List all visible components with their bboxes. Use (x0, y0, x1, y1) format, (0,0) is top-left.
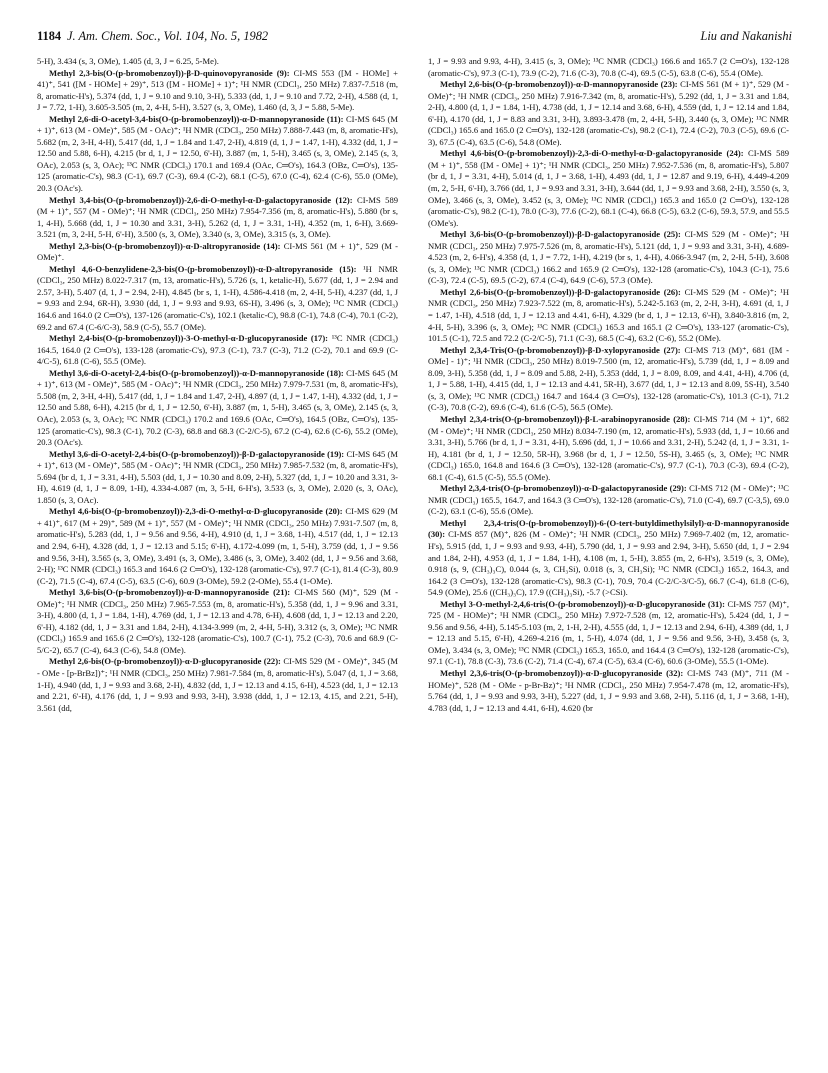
compound-entry (37, 656, 398, 714)
journal-citation: J. Am. Chem. Soc., Vol. 104, No. 5, 1982 (67, 29, 269, 43)
compound-entry (37, 333, 398, 368)
spectral-data: ¹H NMR (CDCl₃, 250 MHz) 8.022-7.317 (m, 13, aromatic-H's), 5.726 (s, 1, ketalic-H), 5.677 (dd, 1, J = 2.94 and 2.57, 3-H), 5.407 (d, 1, J = 2.94, 2-H), 4.845 (br s, 1, 1-H), 4.586-4.418 (m, 2, 4-H, 5-H), 4.237 (dd, 1, J = 9.93 and 2.94, 6R-H), 3.930 (dd, 1, J = 9.93 and 9.93, 6S-H), 3.496 (s, 3, OMe); ¹³C NMR (CDCl₃) 164.6 and 164.0 (2 C═O's), 137-126 (aromatic-C's), 102.1 (ketalic-C), 98.8 (C-1), 74.8 (C-4), 70.1 (C-2), 69.2 and 67.4 (C-6/C-3), 58.9 (C-5), 55.7 (OMe). (37, 263, 398, 332)
compound-title: Methyl 3,6-di-O-acetyl-2,4-bis(O-(p-bromobenzoyl))-β-D-galactopyranoside (19): (49, 448, 345, 459)
compound-title: Methyl 2,3,4-Tris(O-(p-bromobenzoyl))-β-D-xylopyranoside (27): (440, 344, 681, 355)
compound-title: Methyl 2,6-di-O-acetyl-3,4-bis(O-(p-bromobenzoyl))-α-D-mannopyranoside (11): (49, 113, 344, 124)
spectral-data: CI-MS 743 (M)⁺, 711 (M - HOMe)⁺, 528 (M - OMe - p-Br-Bz)⁺; ¹H NMR (CDCl₃, 250 MHz) 7.954-7.478 (m, 12, aromatic-H's), 5.764 (dd, 1, J = 9.93 and 9.93, 3-H), 5.227 (dd, 1, J = 9.93 and 3.68, 2-H), 5.116 (d, 1, J = 3.68, 1-H), 4.783 (dd, 1, J = 12.13 and 4.41, 6-H), 4.620 (br (428, 667, 789, 713)
compound-title: Methyl 4,6-bis(O-(p-bromobenzoyl))-2,3-di-O-methyl-α-D-glucopyranoside (20): (49, 506, 343, 517)
compound-entry (428, 79, 789, 148)
compound-entry (37, 241, 398, 264)
spectral-data: CI-MS 529 (M - OMe)⁺; ¹H NMR (CDCl₃, 250 MHz) 7.923-7.522 (m, 8, aromatic-H's), 5.242-5.163 (m, 2, 2-H, 3-H), 4.691 (d, 1, J = 1.47, 1-H), 4.518 (dd, 1, J = 12.13 and 4.41, 6-H), 4.329 (br d, 1, J = 12.13, 6'-H), 3.840-3.816 (m, 2, 4-H, 5-H), 3.396 (s, 3, OMe); ¹³C NMR (CDCl₃) 165.3 and 165.1 (2 C═O's), 133-127 (aromatic-C's), 101.5 (C-1), 72.5 and 72.2 (C-2/C-5), 71.1 (C-3), 68.5 (C-4), 63.2 (C-6), 55.2 (OMe). (428, 286, 789, 344)
spectral-data: CI-MS 645 (M + 1)⁺, 613 (M - OMe)⁺, 585 (M - OAc)⁺; ¹H NMR (CDCl₃, 250 MHz) 7.985-7.532 (m, 8, aromatic-H's), 5.694 (br d, 1, J = 3.31, 4-H), 5.503 (dd, 1, J = 10.30 and 8.09, 2-H), 5.327 (dd, 1, J = 10.20 and 3.31, 3-H), 4.619 (d, 1, J = 8.09, 1-H), 4.334-4.087 (m, 3, 5-H, 6-H's), 3.533 (s, 3, OMe), 2.020 (s, 3, OAc), 1.850 (s, 3, OAc). (37, 448, 398, 505)
compound-title: Methyl 3,6-bis(O-(p-bromobenzoyl))-α-D-mannopyranoside (21): (49, 587, 291, 598)
running-header (37, 28, 792, 44)
compound-entry (428, 414, 789, 483)
compound-entry (428, 518, 789, 599)
compound-entry (37, 506, 398, 587)
compound-title: Methyl 2,6-bis(O-(p-bromobenzoyl))-β-D-galactopyranoside (26): (440, 286, 681, 297)
compound-title: Methyl 3-O-methyl-2,4,6-tris(O-(p-bromobenzoyl))-α-D-glucopyranoside (31): (440, 598, 725, 609)
compound-title: Methyl 2,3-bis(O-(p-bromobenzoyl))-α-D-altropyranoside (14): (49, 240, 281, 251)
compound-title: Methyl 3,4-bis(O-(p-bromobenzoyl))-2,6-di-O-methyl-α-D-galactopyranoside (12): (49, 194, 353, 205)
compound-entry (37, 587, 398, 656)
spectral-data: CI-MS 560 (M)⁺, 529 (M - OMe)⁺; ¹H NMR (CDCl₃, 250 MHz) 7.965-7.553 (m, 8, aromatic-H's), 5.358 (dd, 1, J = 9.96 and 3.31, 3-H), 4.800 (d, 1, J = 1.84, 1-H), 4.769 (dd, 1, J = 12.13 and 4.78, 6-H), 4.608 (dd, 1, J = 12.13 and 2.20, 6'-H), 4.182 (dd, 1, J = 3.31 and 1.84, 2-H), 4.134-3.999 (m, 2, 4-H, 5-H), 3.312 (s, 3, OMe); ¹³C NMR (CDCl₃) 165.9 and 165.6 (2 C═O's), 132-128 (aromatic-C's), 100.7 (C-1), 75.2 (C-3), 70.6 and 68.9 (C-5/C-2), 65.7 (C-4), 64.3 (C-6), 54.8 (OMe). (37, 587, 398, 655)
compound-title: Methyl 2,3,4-tris(O-(p-bromobenzoyl))-6-(O-tert-butyldimethylsilyl)-α-D-mannopyranoside (30): (428, 517, 789, 540)
spectral-data: CI-MS 553 ([M - HOMe] + 41)⁺, 541 ([M - HOMe] + 29)⁺, 513 ([M - HOMe] + 1)⁺; ¹H NMR (CDCl₃, 250 MHz) 7.837-7.518 (m, 8, aromatic-H's), 5.374 (dd, 1, J = 9.10 and 9.10, 3-H), 5.333 (dd, 1, J = 9.10 and 7.72, 2-H), 4.588 (d, 1, J = 7.72, 1-H), 3.605-3.505 (m, 2, 4-H, 5-H), 3.527 (s, 3, OMe), 1.460 (d, 3, J = 5.88, 5-Me). (37, 67, 398, 113)
spectral-data: ¹³C NMR (CDCl₃) 164.5, 164.0 (2 C═O's), 133-128 (aromatic-C's), 97.3 (C-1), 73.7 (C-3), 71.2 (C-2), 70.1 and 69.9 (C-4/C-5), 61.8 (C-6), 55.5 (OMe). (37, 333, 398, 367)
spectral-data: CI-MS 713 (M)⁺, 681 ([M - OMe] - 1)⁺; ¹H NMR (CDCl₃, 250 MHz) 8.019-7.500 (m, 12, aromatic-H's), 5.739 (dd, 1, J = 8.09 and 8.09, 3-H), 5.358 (dd, 1, J = 8.09 and 5.88, 2-H), 5.353 (ddd, 1, J = 8.09, 8.09, and 4.41, 4-H), 4.706 (d, 1, J = 5.88, 1-H), 4.415 (dd, 1, J = 12.13 and 4.41, 5R-H), 3.677 (dd, 1, J = 12.13 and 8.09, 5S-H), 3.540 (s, 3, OMe); ¹³C NMR (CDCl₃) 164.7 and 164.4 (3 C═O's), 132-128 (aromatic-C's), 101.3 (C-1), 71.2 (C-3), 70.8 (C-2), 69.6 (C-4), 61.6 (C-5), 56.5 (OMe). (428, 344, 789, 413)
compound-entry (37, 195, 398, 241)
spectral-data: CI-MS 529 (M - OMe)⁺; ¹H NMR (CDCl₃, 250 MHz) 7.975-7.526 (m, 8, aromatic-H's), 5.121 (dd, 1, J = 9.93 and 3.31, 3-H), 4.689-4.523 (m, 2, 6-H's), 4.358 (d, 1, J = 7.72, 1-H), 4.219 (br s, 1, 4-H), 4.066-3.947 (m, 2, 2-H, 5-H), 3.608 (s, 3, OMe); ¹³C NMR (CDCl₃) 166.2 and 165.9 (2 C═O's), 132-128 (aromatic-C's), 104.3 (C-1), 75.6 (C-3), 72.4 (C-5), 69.5 (C-2), 67.4 (C-4), 64.9 (C-6), 57.3 (OMe). (428, 229, 789, 286)
compound-entry (428, 148, 789, 229)
spectral-data: CI-MS 757 (M)⁺, 725 (M - HOMe)⁺; ¹H NMR (CDCl₃, 250 MHz) 7.972-7.528 (m, 12, aromatic-H's), 5.424 (dd, 1, J = 9.56 and 9.56, 4-H), 5.145-5.103 (m, 2, 1-H, 2-H), 4.555 (dd, 1, J = 12.13 and 2.94, 6-H), 4.389 (dd, 1, J = 12.13 and 5.15, 6'-H), 4.269-4.216 (m, 1, 5-H), 4.074 (dd, 1, J = 9.56 and 9.56, 3-H), 3.458 (s, 3, OMe), 3.434 (s, 3, OMe); ¹³C NMR (CDCl₃) 165.3, 165.0, and 164.4 (3 C═O's), 132-128 (aromatic-C's), 97.1 (C-1), 78.8 (C-3), 73.6 (C-2), 71.4 (C-4), 67.4 (C-5), 63.4 (C-6), 60.6 (3-OMe), 55.5 (1-OMe). (428, 598, 790, 667)
compound-entry (428, 345, 789, 414)
compound-entry (428, 483, 789, 518)
spectral-data: CI-MS 529 (M - OMe)⁺, 345 (M - OMe - [p-BrBz])⁺; ¹H NMR (CDCl₃, 250 MHz) 7.981-7.584 (m, 8, aromatic-H's), 5.047 (d, 1, J = 3.68, 1-H), 4.940 (dd, 1, J = 9.93 and 3.68, 2-H), 4.832 (dd, 1, J = 12.13 and 4.15, 6-H), 4.523 (dd, 1, J = 12.13 and 2.21, 6'-H), 4.176 (dd, 1, J = 9.93 and 9.93, 3-H), 3.938 (ddd, 1, J = 12.13, 4.15, and 2.21, 5-H), 3.561 (dd, (37, 656, 398, 713)
compound-title: Methyl 2,4-bis(O-(p-bromobenzoyl))-3-O-methyl-α-D-glucopyranoside (17): (49, 333, 329, 344)
compound-title: Methyl 4,6-O-benzylidene-2,3-bis(O-(p-bromobenzoyl))-α-D-altropyranoside (15): (49, 263, 357, 274)
spectral-data: CI-MS 561 (M + 1)⁺, 529 (M - OMe)⁺. (37, 240, 399, 263)
spectral-data: CI-MS 645 (M + 1)⁺, 613 (M - OMe)⁺, 585 (M - OAc)⁺; ¹H NMR (CDCl₃, 250 MHz) 7.888-7.443 (m, 8, aromatic-H's), 5.682 (m, 2, 3-H, 4-H), 5.417 (dd, 1, J = 1.84 and 1.47, 2-H), 4.819 (d, 1, J = 1.47, 1-H), 4.332 (dd, 1, J = 12.50 and 5.88, 6-H), 4.215 (br d, 1, J = 12.50, 6'-H), 3.887 (m, 1, 5-H), 3.465 (s, 3, OMe), 2.145 (s, 3, OAc), 2.053 (s, 3, OAc); ¹³C NMR (CDCl₃) 170.1 and 169.4 (OAc, C═O's), 164.3 (OBz, C═O's), 135-125 (aromatic-C's), 98.3 (C-1), 69.7 (C-3), 69.4 (C-2), 68.1 (C-5), 67.0 (C-4), 62.4 (C-6), 55.0 (OMe), 20.3 (OAc's). (37, 113, 398, 194)
page-number: 1184 (37, 29, 62, 43)
compound-title: Methyl 2,6-bis(O-(p-bromobenzoyl))-α-D-glucopyranoside (22): (49, 656, 281, 667)
compound-title: Methyl 4,6-bis(O-(p-bromobenzoyl))-2,3-di-O-methyl-α-D-galactopyranoside (24): (440, 148, 744, 159)
spectral-data: CI-MS 561 (M + 1)⁺, 529 (M - OMe)⁺; ¹H NMR (CDCl₃, 250 MHz) 7.916-7.342 (m, 8, aromatic-H's), 5.292 (dd, 1, J = 3.31 and 1.84, 2-H), 4.800 (d, 1, J = 1.84, 1-H), 4.738 (dd, 1, J = 12.14 and 3.68, 6-H), 4.559 (dd, 1, J = 12.14 and 1.84, 6'-H), 4.170 (dd, 1, J = 8.83 and 3.31, 3-H), 3.893-3.478 (m, 2, 4-H, 5-H), 3.440 (s, 3, OMe); ¹³C NMR (CDCl₃) 165.6 and 165.0 (2 C═O's), 132-128 (aromatic-C's), 98.2 (C-1), 72.4 (C-2), 70.3 (C-5), 69.6 (C-3), 67.5 (C-4), 63.5 (C-6), 54.8 (OMe). (428, 79, 790, 147)
left-column (37, 56, 398, 714)
compound-entry (428, 229, 789, 287)
right-column (428, 56, 789, 714)
compound-title: Methyl 2,6-bis(O-(p-bromobenzoyl))-α-D-mannopyranoside (23): (440, 79, 678, 90)
running-authors: Liu and Nakanishi (700, 29, 792, 43)
compound-title: Methyl 2,3-bis(O-(p-bromobenzoyl))-β-D-quinovopyranoside (9): (49, 67, 290, 78)
compound-entry (428, 668, 789, 714)
spectral-data: CI-MS 857 (M)⁺, 826 (M - OMe)⁺; ¹H NMR (CDCl₃, 250 MHz) 7.969-7.402 (m, 12, aromatic-H's), 5.915 (dd, 1, J = 9.93 and 9.93, 4-H), 5.790 (dd, 1, J = 9.93 and 2.94, 3-H), 5.650 (dd, 1, J = 2.94 and 1.84, 2-H), 4.953 (d, 1, J = 1.84, 1-H), 4.108 (m, 1, 5-H), 3.855 (m, 2, 6-H's), 3.519 (s, 3, OMe), 0.918 (s, 9, (CH₃)₃C), 0.044 (s, 3, CH₃Si), 0.018 (s, 3, CH₃Si); ¹³C NMR (CDCl₃) 165.2, 164.3, and 164.2 (3 C═O's), 132-128 (aromatic-C's), 98.3 (C-1), 70.9, 70.4 (C-2/C-3/C-5), 66.7 (C-4), 61.8 (C-6), 54.9 (OMe), 25.6 ((CH₃)₃C), 17.9 ((CH₃)₃Si), -5.7 (>CSi). (428, 529, 790, 598)
spectral-data: CI-MS 645 (M + 1)⁺, 613 (M - OMe)⁺, 585 (M - OAc)⁺; ¹H NMR (CDCl₃, 250 MHz) 7.979-7.531 (m, 8, aromatic-H's), 5.508 (m, 2, 3-H, 4-H), 5.417 (dd, 1, J = 1.84 and 1.47, 2-H), 4.897 (d, 1, J = 1.47, 1-H), 4.332 (dd, 1, J = 12.50 and 5.88, 6-H), 4.215 (br d, 1, J = 12.50, 6'-H), 3.887 (m, 1, 5-H), 3.465 (s, 3, OMe), 2.145 (s, 3, OAc), 2.053 (s, 3, OAc); ¹³C NMR (CDCl₃) 170.2 and 169.6 (OAc, C═O's), 164.5 (OBz, C═O's), 135-125 (aromatic-C's), 98.3 (C-1), 70.2 (C-3), 68.8 and 68.3 (C-2/C-5), 67.2 (C-4), 62.6 (C-6), 55.2 (OMe), 20.3 (OAc's). (37, 367, 398, 448)
compound-entry (428, 287, 789, 345)
compound-entry (37, 114, 398, 195)
compound-title: Methyl 2,3,4-tris(O-(p-bromobenzoyl))-α-D-galactopyranoside (29): (440, 483, 687, 494)
spectral-data: CI-MS 589 (M + 1)⁺, 557 (M - OMe)⁺; ¹H NMR (CDCl₃, 250 MHz) 7.954-7.356 (m, 8, aromatic-H's), 5.880 (br s, 1, 4-H), 5.668 (dd, 1, J = 10.30 and 3.31, 3-H), 5.262 (d, 1, J = 3.31, 1-H), 4.352 (m, 1, 6-H), 3.669-3.521 (m, 3, 2-H, 5-H, 6'-H), 3.500 (s, 3, OMe), 3.340 (s, 3, OMe), 3.315 (s, 3, OMe). (37, 194, 398, 240)
spectral-data: 5-H), 3.434 (s, 3, OMe), 1.405 (d, 3, J = 6.25, 5-Me). (37, 56, 219, 66)
compound-title: Methyl 3,6-di-O-acetyl-2,4-bis(O-(p-bromobenzoyl))-α-D-mannopyranoside (18): (49, 367, 344, 378)
compound-title: Methyl 3,6-bis(O-(p-bromobenzoyl))-β-D-galactopyranoside (25): (440, 229, 681, 240)
compound-title: Methyl 2,3,4-tris(O-(p-bromobenzoyl))-β-L-arabinopyranoside (28): (440, 413, 691, 424)
compound-entry (37, 368, 398, 449)
spectral-data: 1, J = 9.93 and 9.93, 4-H), 3.415 (s, 3, OMe); ¹³C NMR (CDCl₃) 166.6 and 165.7 (2 C═O's), 132-128 (aromatic-C's), 97.3 (C-1), 73.9 (C-2), 71.6 (C-3), 70.8 (C-4), 69.5 (C-5), 63.8 (C-6), 55.4 (OMe). (428, 56, 789, 78)
compound-entry (37, 264, 398, 333)
compound-entry (37, 449, 398, 507)
compound-entry (37, 56, 398, 68)
spectral-data: CI-MS 629 (M + 41)⁺, 617 (M + 29)⁺, 589 (M + 1)⁺, 557 (M - OMe)⁺; ¹H NMR (CDCl₃, 250 MHz) 7.931-7.507 (m, 8, aromatic-H's), 5.283 (dd, 1, J = 9.56 and 9.56, 4-H), 4.910 (d, 1, J = 3.68, 1-H), 4.517 (dd, 1, J = 12.13 and 2.94, 6-H), 4.328 (dd, 1, J = 12.13 and 5.15; 6'-H), 4.172-4.099 (m, 1, 5-H), 3.759 (dd, 1, J = 9.56 and 9.56, 3-H), 3.565 (s, 3, OMe), 3.491 (s, 3, OMe), 3.486 (s, 3, OMe), 3.402 (dd, 1, J = 9.56 and 3.68, 2-H); ¹³C NMR (CDCl₃) 165.3 and 164.6 (2 C═O's), 132-128 (aromatic-C's), 97.7 (C-1), 81.4 (C-3), 80.9 (C-2), 71.5 (C-4), 67.4 (C-5), 63.5 (C-6), 60.9 (3-OMe), 59.2 (2-OMe), 55.4 (1-OMe). (37, 506, 399, 586)
spectral-data: CI-MS 712 (M - OMe)⁺; ¹³C NMR (CDCl₃) 165.5, 164.7, and 164.3 (3 C═O's), 132-128 (aromatic-C's), 71.0 (C-4), 69.7 (C-3,5), 69.0 (C-2), 63.1 (C-6), 55.6 (OMe). (428, 483, 790, 517)
spectral-data: CI-MS 589 (M + 1)⁺, 558 ([M - OMe] + 1)⁺; ¹H NMR (CDCl₃, 250 MHz) 7.952-7.536 (m, 8, aromatic-H's), 5.807 (br d, 1, J = 3.31, 4-H), 5.014 (d, 1, J = 3.68, 1-H), 4.493 (dd, 1, J = 12.87 and 9.19, 6-H), 4.449-4.209 (m, 2, 5-H, 6'-H), 3.766 (dd, 1, J = 9.93 and 3.31, 3-H), 3.644 (dd, 1, J = 9.93 and 3.68, 2-H), 3.550 (s, 3, OMe), 3.466 (s, 3, OMe), 3.452 (s, 3, OMe); ¹³C NMR (CDCl₃) 165.3 and 165.0 (2 C═O's), 132-128 (aromatic-C's), 98.2 (C-1), 78.0 (C-3), 77.6 (C-2), 68.1 (C-4), 66.8 (C-5), 63.2 (C-6), 59.3, 57.9, and 55.5 (OMe's). (428, 148, 789, 228)
compound-entry (428, 599, 789, 668)
spectral-data: CI-MS 714 (M + 1)⁺, 682 (M - OMe)⁺; ¹H NMR (CDCl₃, 250 MHz) 8.034-7.190 (m, 12, aromatic-H's), 5.933 (dd, 1, J = 10.66 and 3.31, 3-H), 5.766 (br d, 1, J = 3.31, 4-H), 5.696 (dd, 1, J = 10.66 and 3.31, 2-H), 5.242 (d, 1, J = 3.31, 1-H), 4.181 (br d, 1, J = 12.50, 5R-H), 3.968 (br d, 1, J = 12.50, 5S-H), 3.465 (s, 3, OMe); ¹³C NMR (CDCl₃) 165.0, 164.8 and 164.6 (3 C═O's), 132-128 (aromatic-C's), 97.7 (C-1), 70.3 (C-3), 69.4 (C-2), 68.1 (C-4), 61.5 (C-5), 55.5 (OMe). (428, 413, 790, 482)
compound-entry (428, 56, 789, 79)
compound-entry (37, 68, 398, 114)
compound-title: Methyl 2,3,6-tris(O-(p-bromobenzoyl))-α-D-glucopyranoside (32): (440, 667, 684, 678)
